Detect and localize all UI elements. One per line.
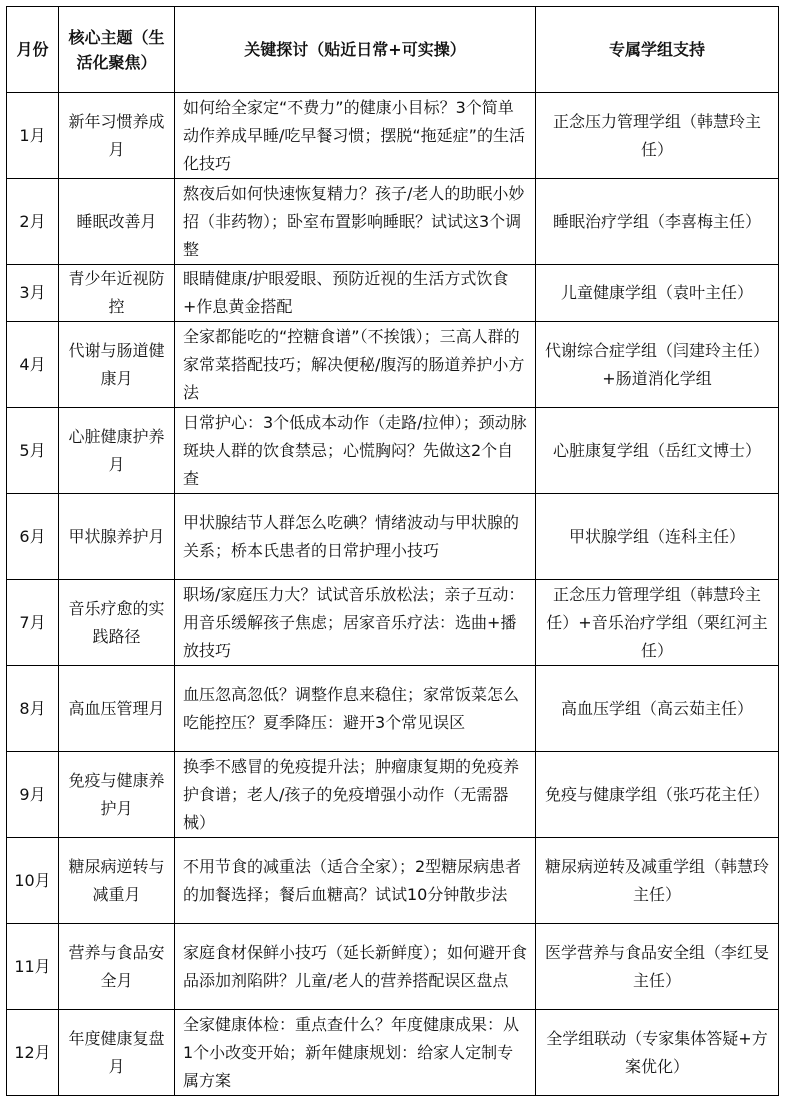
month-cell: 12月 [7, 1010, 59, 1096]
team-cell: 正念压力管理学组（韩慧玲主任）+音乐治疗学组（栗红河主任） [536, 580, 779, 666]
topic-cell: 眼睛健康/护眼爱眼、预防近视的生活方式饮食+作息黄金搭配 [175, 265, 536, 322]
theme-cell: 心脏健康护养月 [59, 408, 175, 494]
topic-cell: 不用节食的减重法（适合全家）；2型糖尿病患者的加餐选择；餐后血糖高？试试10分钟散步法 [175, 838, 536, 924]
topic-cell: 血压忽高忽低？调整作息来稳住；家常饭菜怎么吃能控压？夏季降压：避开3个常见误区 [175, 666, 536, 752]
team-cell: 心脏康复学组（岳红文博士） [536, 408, 779, 494]
header-row [7, 7, 779, 93]
topic-cell: 全家都能吃的“控糖食谱”（不挨饿）；三高人群的家常菜搭配技巧；解决便秘/腹泻的肠道养护小方法 [175, 322, 536, 408]
month-cell: 3月 [7, 265, 59, 322]
table-row [7, 752, 779, 838]
topic-cell: 职场/家庭压力大？试试音乐放松法；亲子互动：用音乐缓解孩子焦虑；居家音乐疗法：选曲+播放技巧 [175, 580, 536, 666]
header-team: 专属学组支持 [536, 7, 779, 93]
theme-cell: 代谢与肠道健康月 [59, 322, 175, 408]
table-row [7, 179, 779, 265]
theme-cell: 青少年近视防控 [59, 265, 175, 322]
header-theme: 核心主题（生活化聚焦） [59, 7, 175, 93]
team-cell: 正念压力管理学组（韩慧玲主任） [536, 93, 779, 179]
topic-cell: 全家健康体检：重点查什么？年度健康成果：从1个小改变开始；新年健康规划：给家人定制专属方案 [175, 1010, 536, 1096]
theme-cell: 糖尿病逆转与减重月 [59, 838, 175, 924]
table-row [7, 580, 779, 666]
theme-cell: 甲状腺养护月 [59, 494, 175, 580]
team-cell: 睡眠治疗学组（李喜梅主任） [536, 179, 779, 265]
theme-cell: 年度健康复盘月 [59, 1010, 175, 1096]
topic-cell: 熬夜后如何快速恢复精力？孩子/老人的助眠小妙招（非药物）；卧室布置影响睡眠？试试这3个调整 [175, 179, 536, 265]
theme-cell: 营养与食品安全月 [59, 924, 175, 1010]
team-cell: 高血压学组（高云茹主任） [536, 666, 779, 752]
month-cell: 1月 [7, 93, 59, 179]
table-row [7, 494, 779, 580]
theme-cell: 高血压管理月 [59, 666, 175, 752]
team-cell: 甲状腺学组（连科主任） [536, 494, 779, 580]
month-cell: 2月 [7, 179, 59, 265]
month-cell: 7月 [7, 580, 59, 666]
month-cell: 9月 [7, 752, 59, 838]
topic-cell: 换季不感冒的免疫提升法；肿瘤康复期的免疫养护食谱；老人/孩子的免疫增强小动作（无需器械） [175, 752, 536, 838]
month-cell: 11月 [7, 924, 59, 1010]
month-cell: 4月 [7, 322, 59, 408]
topic-cell: 如何给全家定“不费力”的健康小目标？3个简单动作养成早睡/吃早餐习惯；摆脱“拖延症”的生活化技巧 [175, 93, 536, 179]
team-cell: 糖尿病逆转及减重学组（韩慧玲主任） [536, 838, 779, 924]
table-row [7, 265, 779, 322]
topic-cell: 甲状腺结节人群怎么吃碘？情绪波动与甲状腺的关系；桥本氏患者的日常护理小技巧 [175, 494, 536, 580]
table-row [7, 1010, 779, 1096]
table-row [7, 322, 779, 408]
table-row [7, 924, 779, 1010]
topic-cell: 家庭食材保鲜小技巧（延长新鲜度）；如何避开食品添加剂陷阱？儿童/老人的营养搭配误区盘点 [175, 924, 536, 1010]
team-cell: 代谢综合症学组（闫建玲主任）+肠道消化学组 [536, 322, 779, 408]
theme-cell: 新年习惯养成月 [59, 93, 175, 179]
month-cell: 5月 [7, 408, 59, 494]
month-cell: 6月 [7, 494, 59, 580]
team-cell: 免疫与健康学组（张巧花主任） [536, 752, 779, 838]
table-row [7, 666, 779, 752]
table-row [7, 408, 779, 494]
health-calendar-table [6, 6, 779, 1096]
table-row [7, 93, 779, 179]
team-cell: 全学组联动（专家集体答疑+方案优化） [536, 1010, 779, 1096]
month-cell: 10月 [7, 838, 59, 924]
topic-cell: 日常护心：3个低成本动作（走路/拉伸）；颈动脉斑块人群的饮食禁忌；心慌胸闷？先做这2个自查 [175, 408, 536, 494]
table-row [7, 838, 779, 924]
theme-cell: 免疫与健康养护月 [59, 752, 175, 838]
theme-cell: 音乐疗愈的实践路径 [59, 580, 175, 666]
month-cell: 8月 [7, 666, 59, 752]
team-cell: 医学营养与食品安全组（李红旻主任） [536, 924, 779, 1010]
header-month: 月份 [7, 7, 59, 93]
theme-cell: 睡眠改善月 [59, 179, 175, 265]
team-cell: 儿童健康学组（袁叶主任） [536, 265, 779, 322]
header-topic: 关键探讨（贴近日常+可实操） [175, 7, 536, 93]
